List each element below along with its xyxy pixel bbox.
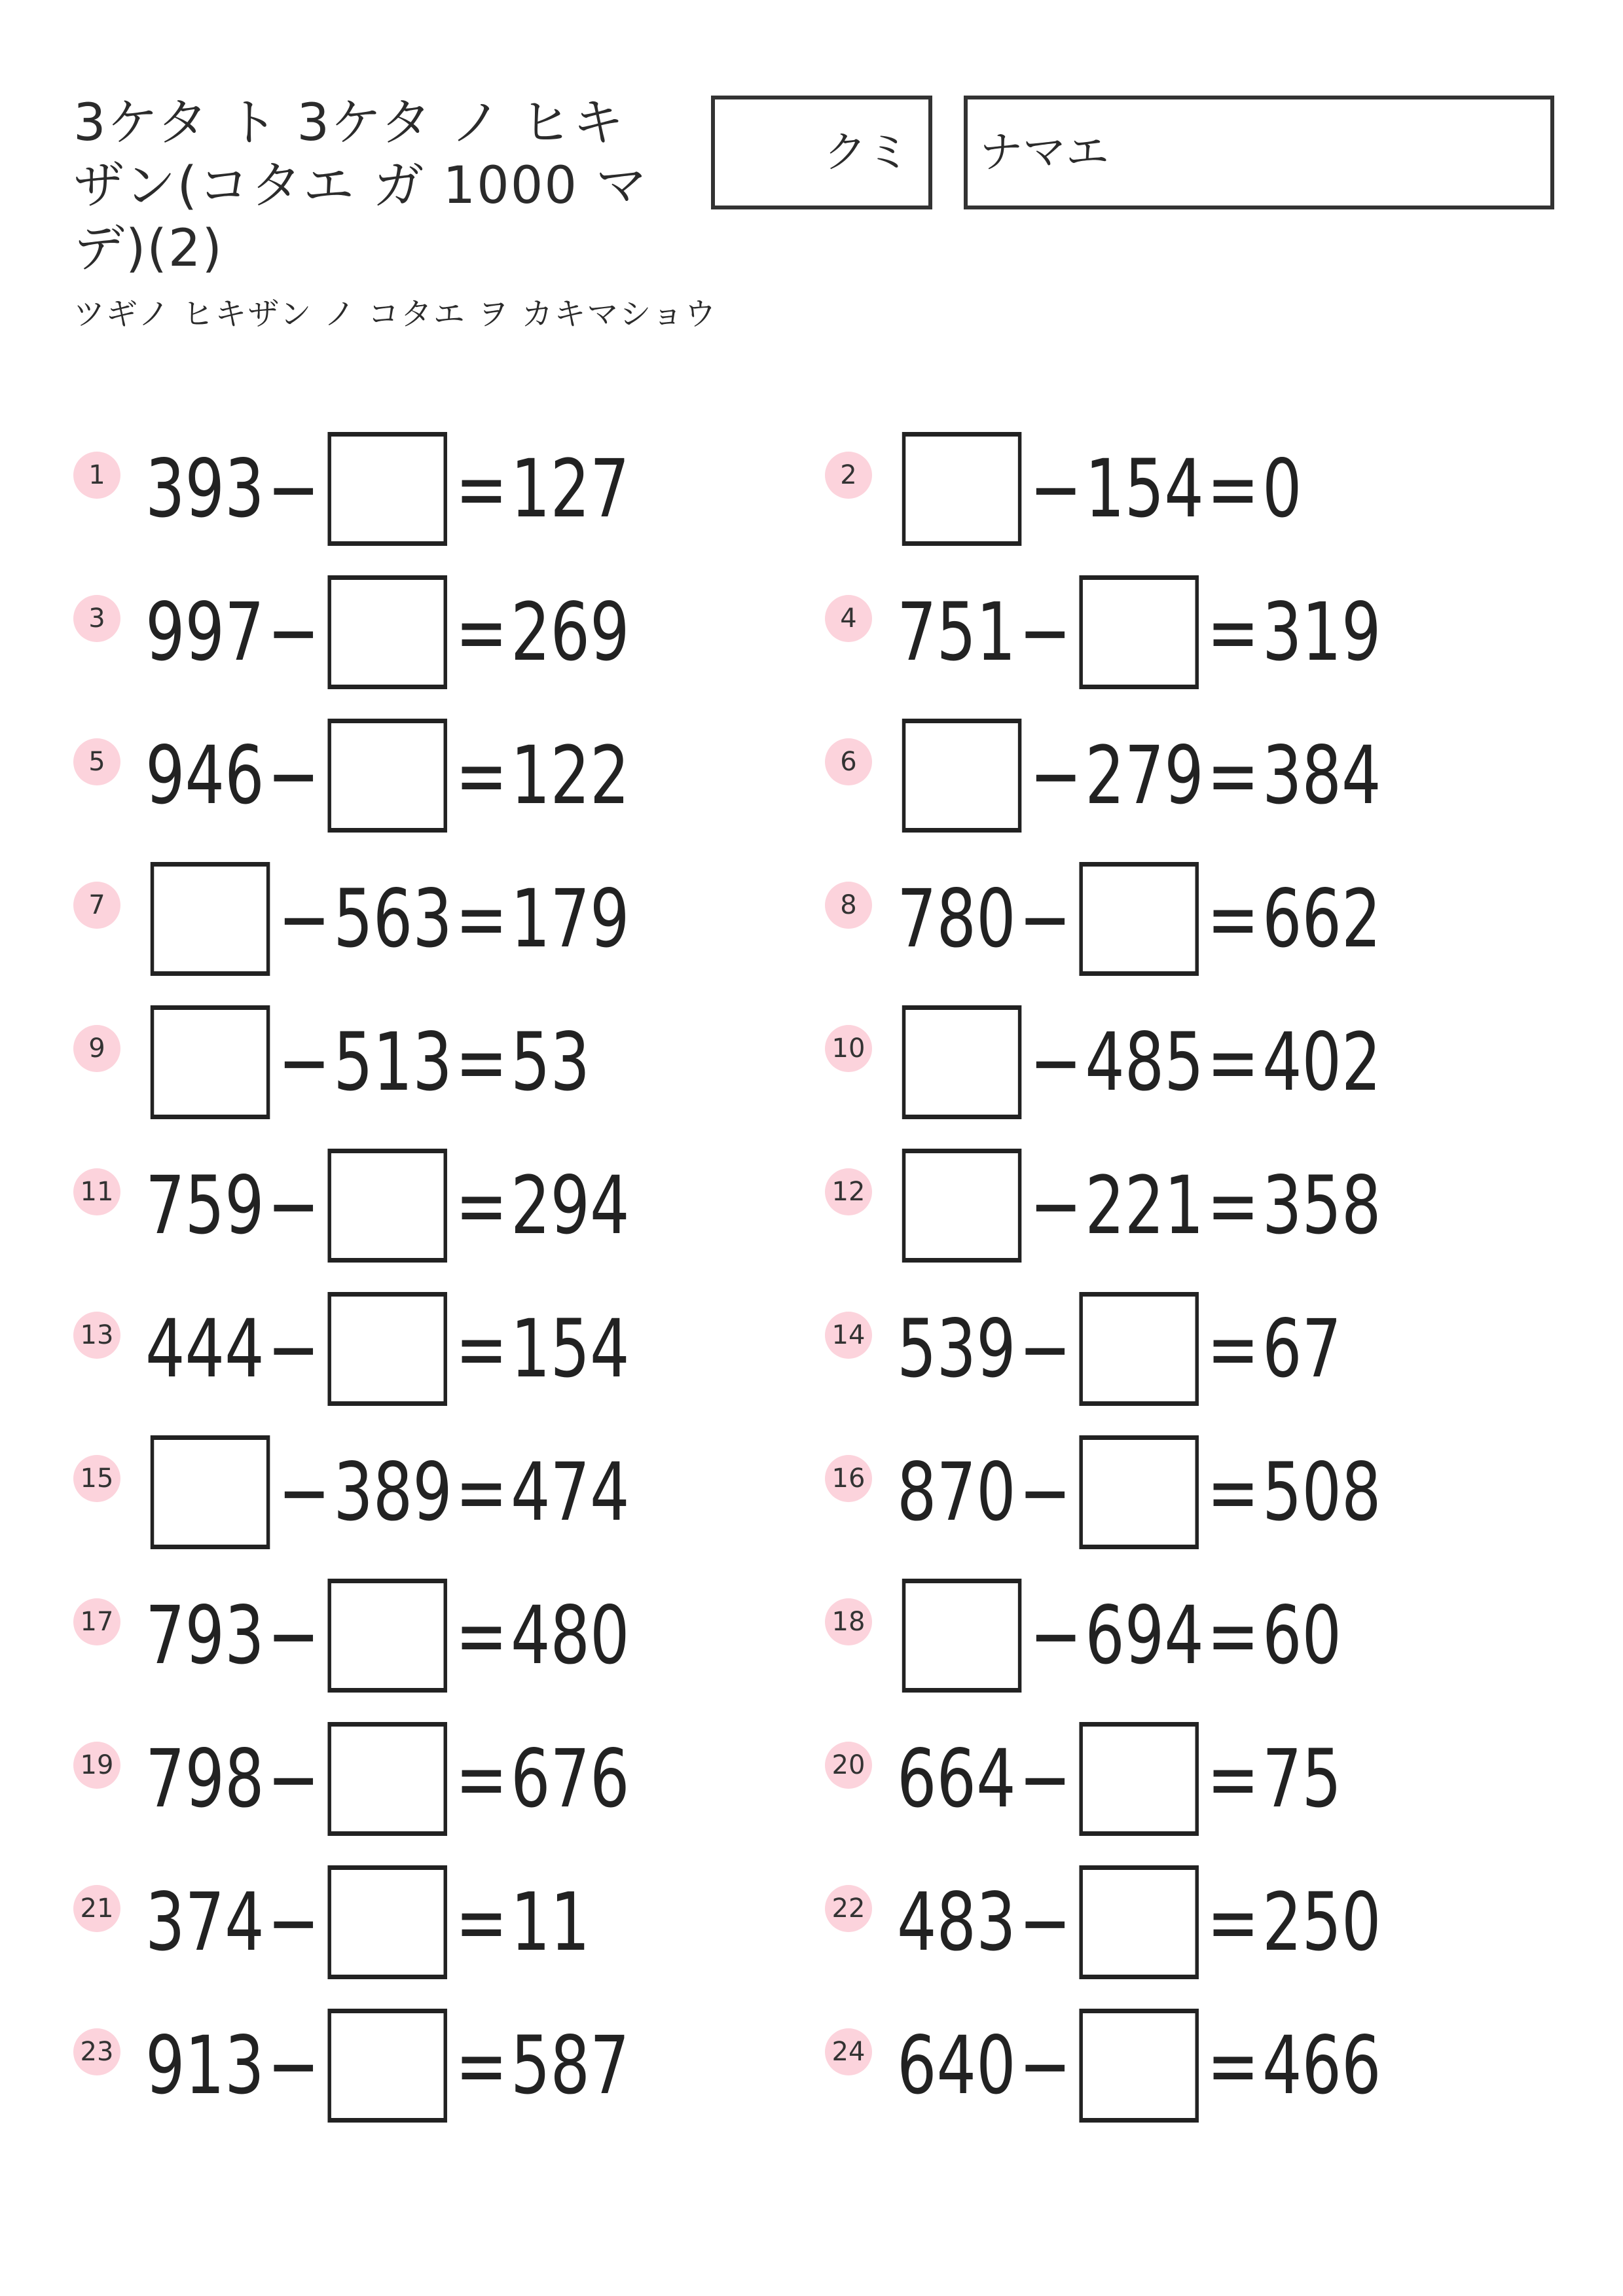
answer-box[interactable] [151, 1005, 270, 1119]
problem-number-badge: 18 [825, 1598, 872, 1645]
minuend: 640 [897, 2019, 1016, 2112]
minuend: 393 [145, 442, 264, 535]
equation [145, 1001, 590, 1123]
result: 466 [1262, 2019, 1381, 2112]
result: 319 [1262, 586, 1381, 679]
equation [145, 428, 630, 550]
equation [897, 571, 1381, 693]
result: 474 [510, 1446, 630, 1539]
equation [145, 2005, 630, 2126]
subtrahend: 694 [1085, 1589, 1204, 1682]
equation [897, 2005, 1381, 2126]
minus-sign: − [1019, 1446, 1072, 1539]
name-field[interactable] [964, 96, 1554, 209]
minuend: 664 [897, 1732, 1016, 1825]
worksheet-title: 3ケタ ト 3ケタ ノ ヒキザン(コタエ ガ 1000 マデ)(2) [73, 94, 648, 278]
answer-box[interactable] [1080, 862, 1199, 976]
equals-sign: = [1207, 872, 1260, 965]
equals-sign: = [455, 1159, 508, 1252]
equals-sign: = [455, 1732, 508, 1825]
result: 662 [1262, 872, 1381, 965]
minuend: 374 [145, 1876, 264, 1969]
problem-number-badge: 22 [825, 1885, 872, 1932]
minus-sign: − [1019, 1302, 1072, 1395]
minuend: 997 [145, 586, 264, 679]
problem-number-badge: 23 [73, 2028, 120, 2075]
problem-number-badge: 4 [825, 595, 872, 642]
subtrahend: 485 [1085, 1016, 1204, 1109]
result: 60 [1262, 1589, 1342, 1682]
answer-box[interactable] [151, 862, 270, 976]
equals-sign: = [455, 2019, 508, 2112]
equation [145, 715, 630, 836]
minuend: 793 [145, 1589, 264, 1682]
problem-number-badge: 24 [825, 2028, 872, 2075]
minus-sign: − [1029, 729, 1082, 822]
answer-box[interactable] [328, 575, 448, 689]
equation [145, 1861, 590, 1983]
equation [897, 715, 1381, 836]
minus-sign: − [1019, 2019, 1072, 2112]
problem-number-badge: 8 [825, 882, 872, 929]
problem-number-badge: 7 [73, 882, 120, 929]
result: 154 [510, 1302, 630, 1395]
equals-sign: = [455, 586, 508, 679]
minuend: 780 [897, 872, 1016, 965]
equals-sign: = [1207, 1732, 1260, 1825]
minus-sign: − [278, 1016, 331, 1109]
answer-box[interactable] [151, 1435, 270, 1549]
equals-sign: = [1207, 1589, 1260, 1682]
answer-box[interactable] [902, 1149, 1022, 1263]
equation [897, 1001, 1381, 1123]
equation [145, 1288, 630, 1410]
answer-box[interactable] [328, 2009, 448, 2123]
subtrahend: 154 [1085, 442, 1204, 535]
answer-box[interactable] [1080, 1722, 1199, 1836]
result: 294 [510, 1159, 630, 1252]
answer-box[interactable] [902, 1005, 1022, 1119]
answer-box[interactable] [902, 719, 1022, 833]
answer-box[interactable] [1080, 1292, 1199, 1406]
minuend: 870 [897, 1446, 1016, 1539]
minuend: 444 [145, 1302, 264, 1395]
problem-number-badge: 13 [73, 1312, 120, 1359]
equation [897, 1575, 1341, 1696]
name-label: ナマエ [979, 127, 1109, 177]
equals-sign: = [1207, 1876, 1260, 1969]
minus-sign: − [267, 586, 320, 679]
result: 508 [1262, 1446, 1381, 1539]
answer-box[interactable] [1080, 575, 1199, 689]
minus-sign: − [267, 729, 320, 822]
problem-number-badge: 6 [825, 738, 872, 785]
equals-sign: = [1207, 1446, 1260, 1539]
problem-number-badge: 20 [825, 1742, 872, 1789]
result: 11 [510, 1876, 591, 1969]
equation [897, 428, 1302, 550]
equation [897, 1431, 1381, 1553]
minus-sign: − [1019, 1732, 1072, 1825]
class-field[interactable] [711, 96, 932, 209]
equation [145, 1431, 630, 1553]
answer-box[interactable] [328, 719, 448, 833]
result: 0 [1262, 442, 1302, 535]
answer-box[interactable] [1080, 1435, 1199, 1549]
problem-number-badge: 5 [73, 738, 120, 785]
subtrahend: 221 [1085, 1159, 1204, 1252]
equals-sign: = [455, 1302, 508, 1395]
class-label: クミ [824, 127, 910, 177]
result: 122 [510, 729, 630, 822]
minuend: 946 [145, 729, 264, 822]
problem-number-badge: 10 [825, 1025, 872, 1072]
minuend: 759 [145, 1159, 264, 1252]
equation [897, 1861, 1381, 1983]
result: 53 [510, 1016, 591, 1109]
subtrahend: 389 [333, 1446, 452, 1539]
equation [145, 1718, 630, 1840]
equation [145, 1575, 630, 1696]
equation [897, 1288, 1341, 1410]
minus-sign: − [267, 1302, 320, 1395]
equation [145, 571, 630, 693]
problem-number-badge: 19 [73, 1742, 120, 1789]
answer-box[interactable] [328, 1149, 448, 1263]
answer-box[interactable] [328, 1292, 448, 1406]
result: 127 [510, 442, 630, 535]
result: 384 [1262, 729, 1381, 822]
result: 67 [1262, 1302, 1342, 1395]
subtrahend: 279 [1085, 729, 1204, 822]
equals-sign: = [1207, 586, 1260, 679]
problem-number-badge: 16 [825, 1455, 872, 1502]
problem-number-badge: 21 [73, 1885, 120, 1932]
problem-number-badge: 15 [73, 1455, 120, 1502]
equation [145, 858, 630, 980]
equals-sign: = [1207, 1016, 1260, 1109]
problem-number-badge: 11 [73, 1168, 120, 1215]
answer-box[interactable] [328, 1722, 448, 1836]
minus-sign: − [278, 1446, 331, 1539]
minus-sign: − [1029, 1016, 1082, 1109]
instruction-text: ツギノ ヒキザン ノ コタエ ヲ カキマショウ [73, 296, 718, 332]
equals-sign: = [455, 872, 508, 965]
equals-sign: = [455, 1446, 508, 1539]
equals-sign: = [1207, 1302, 1260, 1395]
minus-sign: − [267, 1589, 320, 1682]
equals-sign: = [455, 1876, 508, 1969]
minus-sign: − [1029, 1159, 1082, 1252]
equals-sign: = [455, 729, 508, 822]
equation [145, 1145, 630, 1266]
minuend: 483 [897, 1876, 1016, 1969]
equals-sign: = [455, 1016, 508, 1109]
minuend: 751 [897, 586, 1016, 679]
subtrahend: 563 [333, 872, 452, 965]
answer-box[interactable] [328, 432, 448, 546]
minuend: 539 [897, 1302, 1016, 1395]
subtrahend: 513 [333, 1016, 452, 1109]
problem-number-badge: 9 [73, 1025, 120, 1072]
result: 269 [510, 586, 630, 679]
answer-box[interactable] [902, 1579, 1022, 1693]
minus-sign: − [278, 872, 331, 965]
equals-sign: = [455, 442, 508, 535]
result: 358 [1262, 1159, 1381, 1252]
answer-box[interactable] [1080, 2009, 1199, 2123]
result: 587 [510, 2019, 630, 2112]
equals-sign: = [1207, 2019, 1260, 2112]
minuend: 913 [145, 2019, 264, 2112]
minuend: 798 [145, 1732, 264, 1825]
answer-box[interactable] [328, 1579, 448, 1693]
result: 480 [510, 1589, 630, 1682]
minus-sign: − [1029, 1589, 1082, 1682]
equals-sign: = [1207, 1159, 1260, 1252]
equation [897, 1145, 1381, 1266]
answer-box[interactable] [902, 432, 1022, 546]
problem-number-badge: 12 [825, 1168, 872, 1215]
minus-sign: − [267, 2019, 320, 2112]
equals-sign: = [1207, 442, 1260, 535]
minus-sign: − [1029, 442, 1082, 535]
problem-number-badge: 3 [73, 595, 120, 642]
equation [897, 1718, 1341, 1840]
problem-number-badge: 14 [825, 1312, 872, 1359]
minus-sign: − [267, 1876, 320, 1969]
problem-number-badge: 17 [73, 1598, 120, 1645]
minus-sign: − [267, 1159, 320, 1252]
minus-sign: − [1019, 872, 1072, 965]
problem-number-badge: 2 [825, 452, 872, 499]
result: 250 [1262, 1876, 1381, 1969]
answer-box[interactable] [328, 1865, 448, 1979]
minus-sign: − [267, 1732, 320, 1825]
answer-box[interactable] [1080, 1865, 1199, 1979]
minus-sign: − [1019, 586, 1072, 679]
result: 402 [1262, 1016, 1381, 1109]
minus-sign: − [1019, 1876, 1072, 1969]
result: 75 [1262, 1732, 1342, 1825]
problem-number-badge: 1 [73, 452, 120, 499]
result: 179 [510, 872, 630, 965]
result: 676 [510, 1732, 630, 1825]
equation [897, 858, 1381, 980]
equals-sign: = [1207, 729, 1260, 822]
minus-sign: − [267, 442, 320, 535]
equals-sign: = [455, 1589, 508, 1682]
